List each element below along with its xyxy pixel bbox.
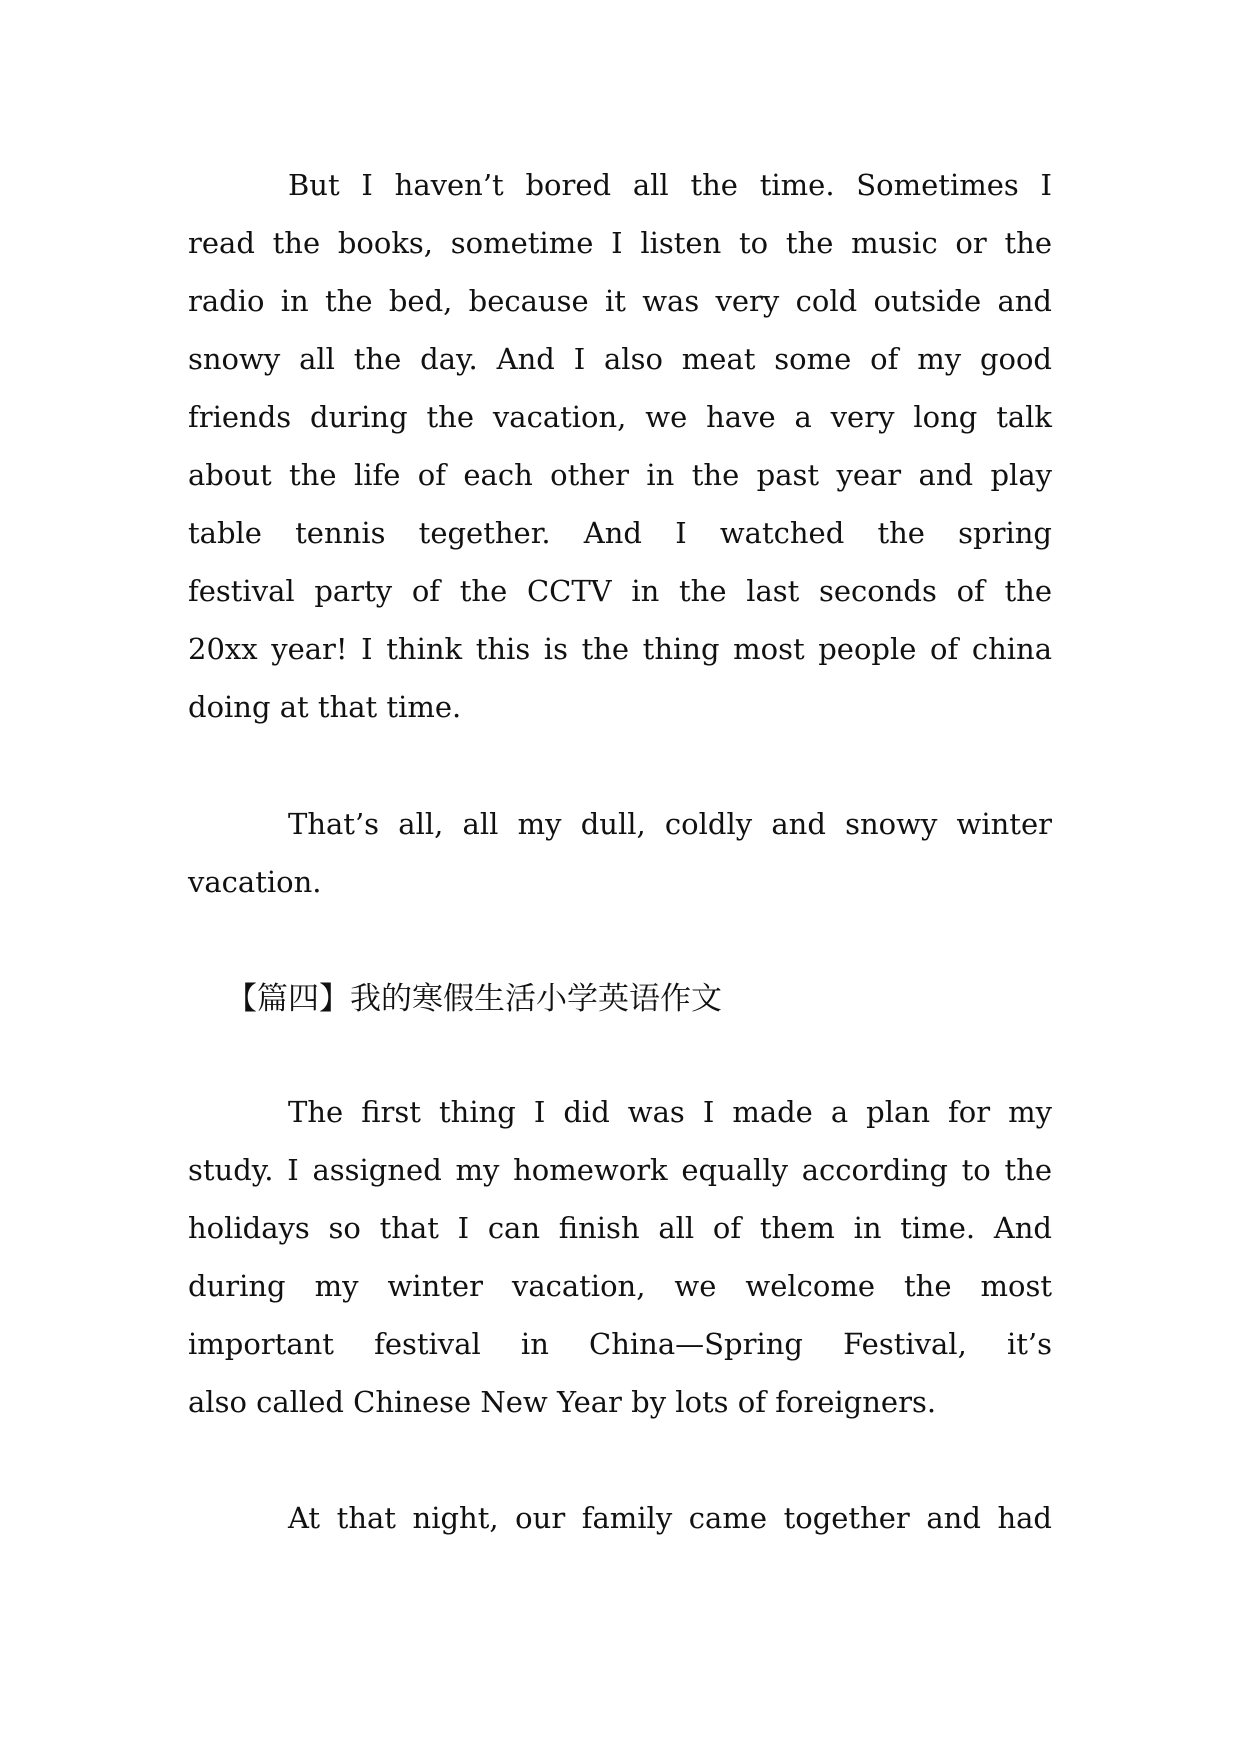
text-line: That’s all, all my dull, coldly and snowy winter [288,807,1052,841]
text-line: The first thing I did was I made a plan for my [288,1095,1052,1129]
text-line: doing at that time. [188,690,462,724]
text-line: read the books, sometime I listen to the music or the [188,226,1052,260]
text-line: important festival in China—Spring Festival, it’s [188,1327,1052,1361]
section-heading: 【篇四】我的寒假生活小学英语作文 [226,981,722,1017]
text-line: 20xx year! I think this is the thing most people of china [188,632,1052,666]
text-line: radio in the bed, because it was very cold outside and [188,284,1052,318]
text-line: study. I assigned my homework equally according to the [188,1153,1052,1187]
text-line: vacation. [188,865,322,899]
text-line: But I haven’t bored all the time. Sometimes I [288,168,1052,202]
text-line: table tennis tegether. And I watched the spring [188,516,1052,550]
text-line: about the life of each other in the past year and play [188,458,1052,492]
text-line: friends during the vacation, we have a very long talk [188,400,1052,434]
text-line: snowy all the day. And I also meat some of my good [188,342,1052,376]
text-line: during my winter vacation, we welcome the most [188,1269,1052,1303]
text-line: holidays so that I can finish all of them in time. And [188,1211,1052,1245]
text-line: also called Chinese New Year by lots of foreigners. [188,1385,937,1419]
text-line: At that night, our family came together and had [288,1501,1052,1535]
text-line: festival party of the CCTV in the last seconds of the [188,574,1052,608]
